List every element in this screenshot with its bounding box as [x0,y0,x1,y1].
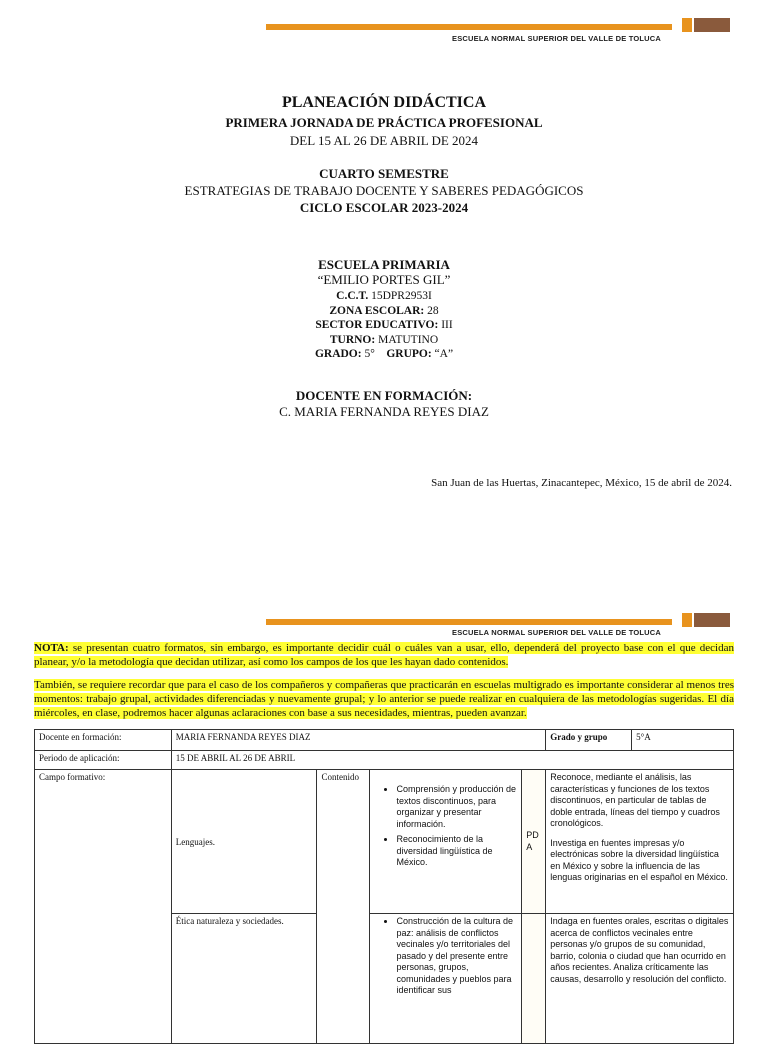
sector-line: SECTOR EDUCATIVO: III [315,319,453,331]
school-name: “EMILIO PORTES GIL” [317,272,451,287]
pda-empty-cell [522,914,546,1044]
grado-label-cell: Grado y grupo [546,730,632,751]
planning-table [34,729,734,1044]
periodo-label-cell: Periodo de aplicación: [35,751,172,770]
pda-label-cell: PD A [522,770,546,914]
note-paragraph-2: También, se requiere recordar que para el caso de los compañeros y compañeras que practicarán en escuelas multigrado es importante considerar al menos tres momentos: trabajo grupal, actividades diferenciadas y nuevamente grupal; y lo anterior se puede realizar en cualquiera de las metodologías sugeridas. El día miércoles, en clase, podremos hacer algunas aclaraciones con base a sus necesidades, mientras, pueden avanzar. [34,679,734,719]
header-accent-block [694,613,730,627]
header-school-name: ESCUELA NORMAL SUPERIOR DEL VALLE DE TOLUCA [452,628,662,637]
pda-etica-cell [546,914,734,1044]
campo-label-cell: Campo formativo: [35,770,172,1044]
docente-name: C. MARIA FERNANDA REYES DIAZ [279,404,489,419]
course-name: ESTRATEGIAS DE TRABAJO DOCENTE Y SABERES PEDAGÓGICOS [184,183,584,198]
contenido-item: • Reconocimiento de la diversidad lingüística de México. [396,834,517,869]
contenido-label-cell: Contenido [317,770,370,1044]
pda-lenguajes-cell [546,770,734,914]
zona-line: ZONA ESCOLAR: 28 [329,304,439,317]
header-accent-bar [266,24,672,30]
place-date: San Juan de las Huertas, Zinacantepec, México, 15 de abril de 2024. [431,477,732,489]
campo-etica-cell: Ética naturaleza y sociedades. [171,914,317,1044]
pda-item: Indaga en fuentes orales, escritas o digitales acerca de conflictos vecinales entre personas y/o grupos de su comunidad, barrio, colonia o ciudad que han ocurrido en años recientes. Analiza críticamente las causas, desarrollo y resolución del conflicto. [550,916,729,984]
pda-item: Reconoce, mediante el análisis, las características y funciones de los textos discontinuos, en particular de tablas de doble entrada, líneas del tiempo y cuadros cronológicos. [550,772,720,828]
pda-item: Investiga en fuentes impresas y/o electrónicas sobre la diversidad lingüística en México y sobre la influencia de las lenguas originarias en el español en México. [550,837,728,882]
cct-line: C.C.T. 15DPR2953I [336,290,432,302]
document-title: PLANEACIÓN DIDÁCTICA [281,94,486,111]
school-type: ESCUELA PRIMARIA [318,257,450,272]
header-accent-bar [266,619,672,625]
header-school-name: ESCUELA NORMAL SUPERIOR DEL VALLE DE TOLUCA [452,34,662,43]
semester: CUARTO SEMESTRE [319,166,449,181]
header-accent-block [694,18,730,32]
periodo-value-cell: 15 DE ABRIL AL 26 DE ABRIL [171,751,733,770]
turno-line: TURNO: MATUTINO [329,333,439,346]
header-accent-square [682,613,692,627]
contenido-item: • Comprensión y producción de textos discontinuos, para organizar y presentar información. [396,784,517,830]
contenido-lenguajes-cell [370,770,522,914]
grado-value-cell: 5°A [632,730,734,751]
docente-value-cell: MARIA FERNANDA REYES DIAZ [171,730,546,751]
header-accent-square [682,18,692,32]
docente-label-cell: Docente en formación: [35,730,172,751]
grado-grupo-line: GRADO: 5° GRUPO: “A” [314,348,454,360]
note-paragraph-1: NOTA: se presentan cuatro formatos, sin embargo, es importante decidir cuál o cuáles van a usar, ello, dependerá del proyecto base con el que decidan planear, y/o la metodología que decidan utilizar, así como los campos de los que les hayan dado contenidos. [34,642,734,668]
contenido-item: • Construcción de la cultura de paz: análisis de conflictos vecinales y/o territoriales del pasado y del presente entre personas, grupos, comunidades y pueblos para identificar sus [396,916,517,997]
contenido-etica-cell [370,914,522,1044]
school-cycle: CICLO ESCOLAR 2023-2024 [299,200,469,215]
document-subtitle: PRIMERA JORNADA DE PRÁCTICA PROFESIONAL [225,115,543,130]
docente-label: DOCENTE EN FORMACIÓN: [295,388,473,403]
campo-lenguajes-cell: Lenguajes. [171,770,317,914]
practice-dates: DEL 15 AL 26 DE ABRIL DE 2024 [289,133,479,148]
